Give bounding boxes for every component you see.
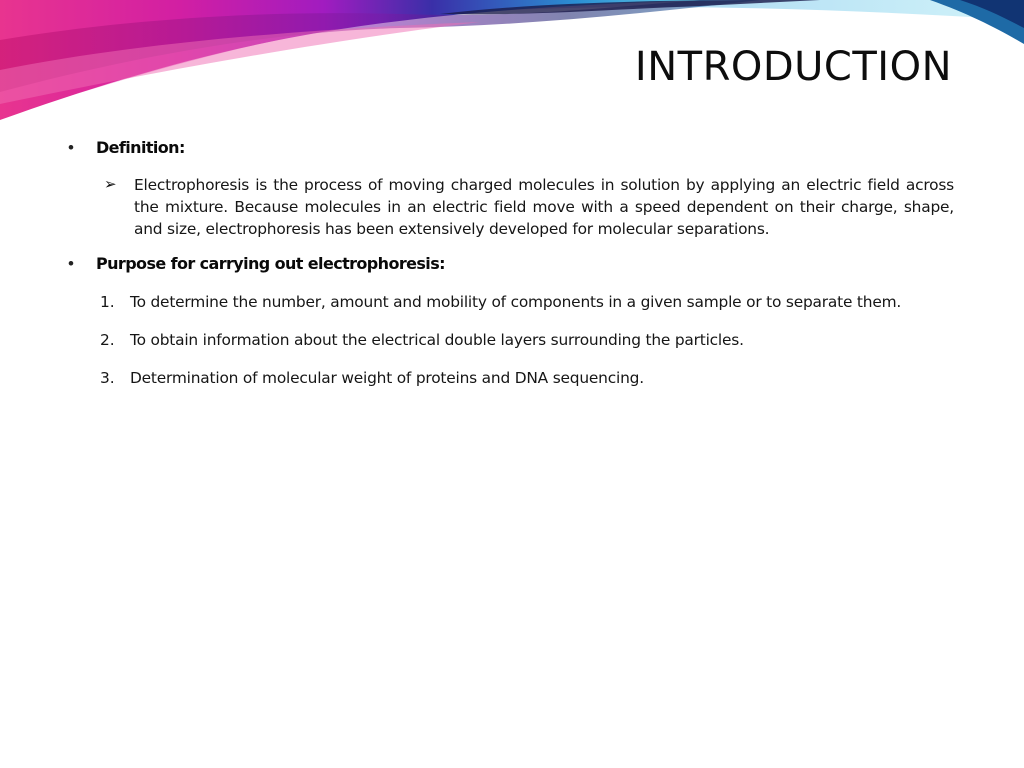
purpose-section — [68, 252, 954, 390]
definition-heading-text: Definition: — [96, 138, 185, 157]
definition-heading — [68, 136, 954, 160]
list-item-text: To determine the number, amount and mobility of components in a given sample or to separate them. — [130, 293, 902, 311]
list-item-number: 2. — [100, 331, 115, 349]
list-item-text: Determination of molecular weight of proteins and DNA sequencing. — [130, 369, 644, 387]
slide-content — [68, 136, 954, 404]
list-item-number: 3. — [100, 369, 115, 387]
definition-section — [68, 136, 954, 240]
bullet-icon: • — [68, 138, 74, 157]
list-item-number: 1. — [100, 293, 115, 311]
list-item-text: To obtain information about the electrical double layers surrounding the particles. — [130, 331, 744, 349]
list-item — [100, 328, 954, 352]
definition-paragraph — [104, 174, 954, 240]
purpose-heading — [68, 252, 954, 276]
slide-title: INTRODUCTION — [634, 44, 952, 90]
bullet-icon: • — [68, 254, 74, 273]
list-item — [100, 366, 954, 390]
list-item — [100, 290, 954, 314]
purpose-heading-text: Purpose for carrying out electrophoresis: — [96, 254, 445, 273]
arrow-bullet-icon: ➢ — [104, 176, 117, 193]
definition-text: Electrophoresis is the process of moving charged molecules in solution by applying an electric field across the mixture. Because molecules in an electric field move with a speed dependent on their charge, shape, and size, electrophoresis has been extensively developed for molecular separations. — [134, 176, 954, 238]
